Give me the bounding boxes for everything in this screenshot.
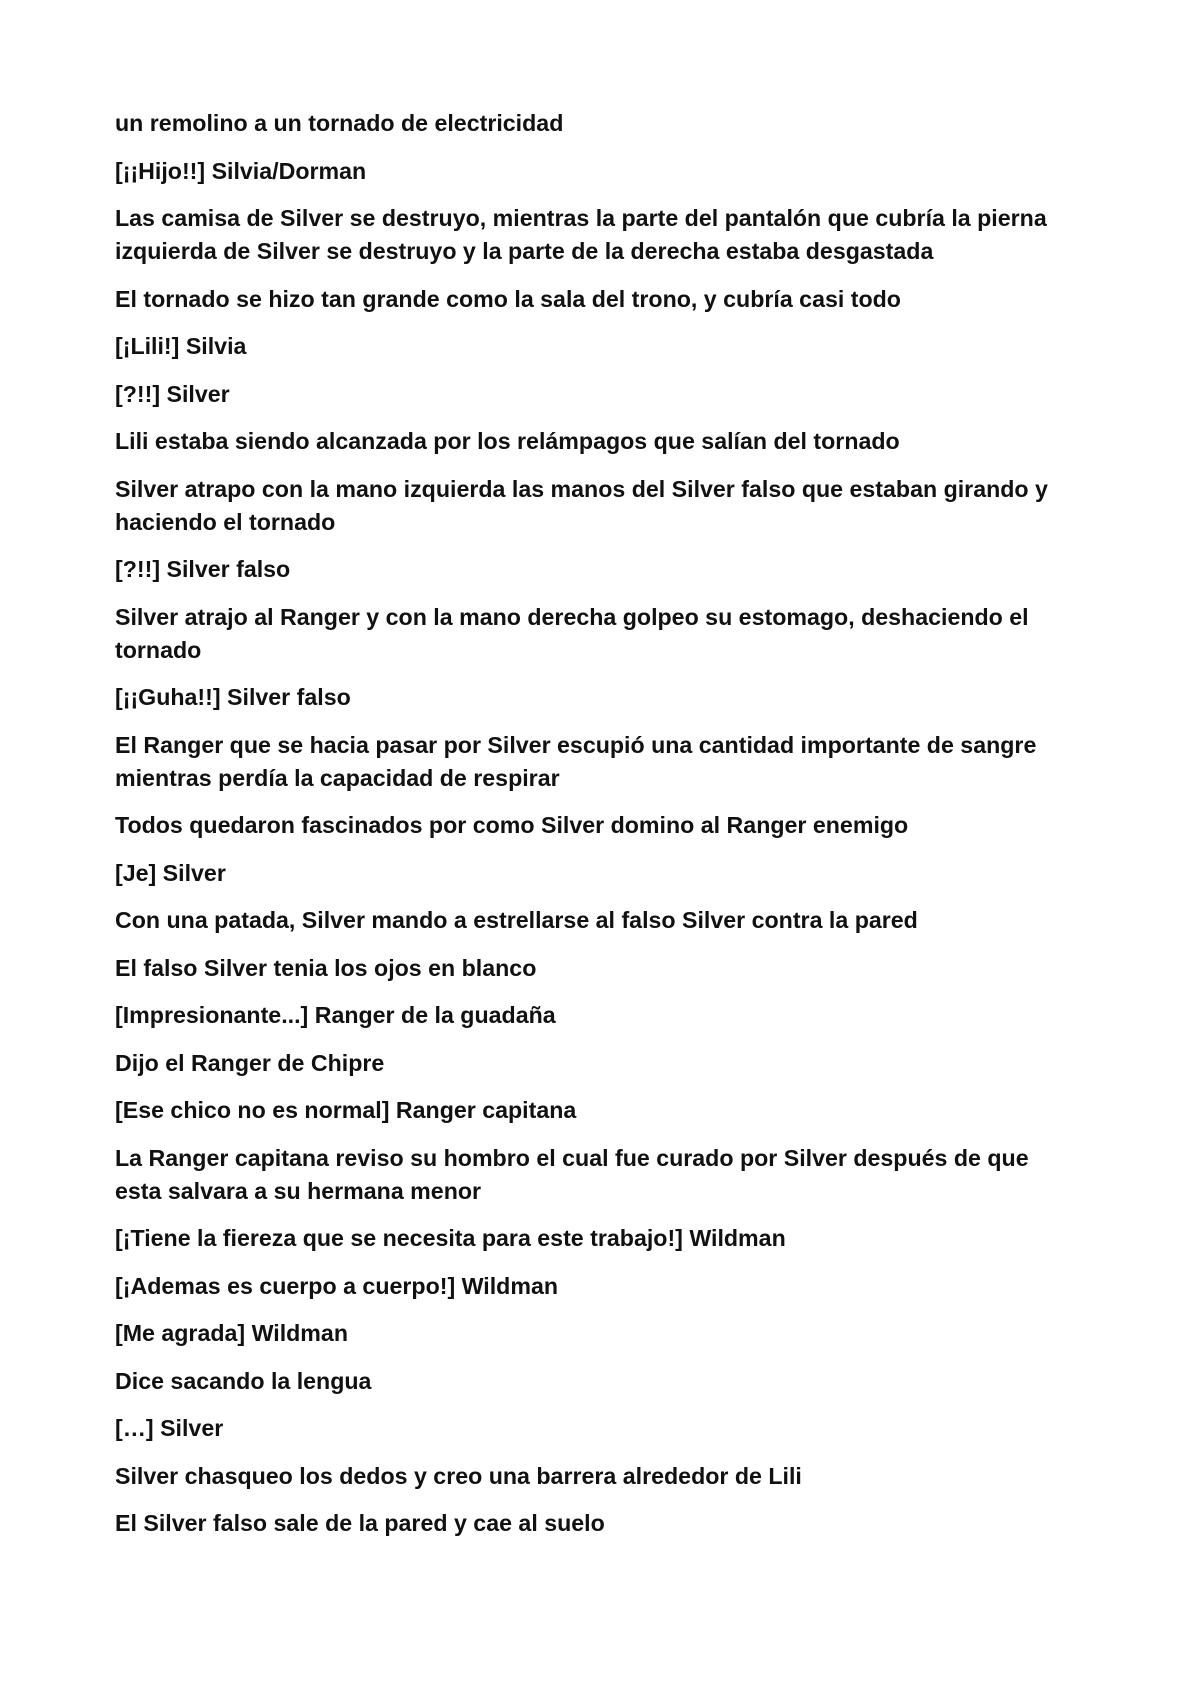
paragraph: Con una patada, Silver mando a estrellarse al falso Silver contra la pared <box>115 907 918 933</box>
paragraph: Las camisa de Silver se destruyo, mientras la parte del pantalón que cubría la pierna izquierda de Silver se destruyo y la parte de la derecha estaba desgastada <box>115 205 1047 264</box>
paragraph: La Ranger capitana reviso su hombro el cual fue curado por Silver después de que esta salvara a su hermana menor <box>115 1144 1029 1204</box>
paragraph: Lili estaba siendo alcanzada por los relámpagos que salían del tornado <box>115 428 900 454</box>
paragraph: El Silver falso sale de la pared y cae al suelo <box>115 1510 605 1536</box>
paragraph: Todos quedaron fascinados por como Silver domino al Ranger enemigo <box>115 812 909 838</box>
paragraph: El falso Silver tenia los ojos en blanco <box>115 954 537 981</box>
paragraph: [Ese chico no es normal] Ranger capitana <box>115 1097 577 1123</box>
paragraph: [¡Lili!] Silvia <box>115 333 247 359</box>
paragraph: Dijo el Ranger de Chipre <box>115 1049 385 1076</box>
paragraph: [Impresionante...] Ranger de la guadaña <box>115 1002 556 1028</box>
paragraph: [¡¡Hijo!!] Silvia/Dorman <box>115 157 367 184</box>
paragraph: Silver atrapo con la mano izquierda las manos del Silver falso que estaban girando y haciendo el tornado <box>115 475 1048 535</box>
paragraph: Silver chasqueo los dedos y creo una barrera alrededor de Lili <box>115 1462 802 1489</box>
paragraph: […] Silver <box>115 1415 224 1441</box>
paragraph: Silver atrajo al Ranger y con la mano derecha golpeo su estomago, deshaciendo el tornado <box>115 603 1029 663</box>
paragraph: [Je] Silver <box>115 859 226 886</box>
paragraph: [¡Tiene la fiereza que se necesita para este trabajo!] Wildman <box>115 1225 786 1251</box>
paragraph: El Ranger que se hacia pasar por Silver escupió una cantidad importante de sangre mientras perdía la capacidad de respirar <box>115 731 1037 791</box>
paragraph: Dice sacando la lengua <box>115 1367 372 1394</box>
paragraph: [Me agrada] Wildman <box>115 1320 348 1346</box>
paragraph: [?!!] Silver <box>115 380 230 407</box>
paragraph: [¡¡Guha!!] Silver falso <box>115 684 351 710</box>
paragraph: [¡Ademas es cuerpo a cuerpo!] Wildman <box>115 1272 559 1299</box>
paragraph: El tornado se hizo tan grande como la sala del trono, y cubría casi todo <box>115 285 901 312</box>
paragraph: un remolino a un tornado de electricidad <box>115 110 564 136</box>
paragraph: [?!!] Silver falso <box>115 556 291 582</box>
